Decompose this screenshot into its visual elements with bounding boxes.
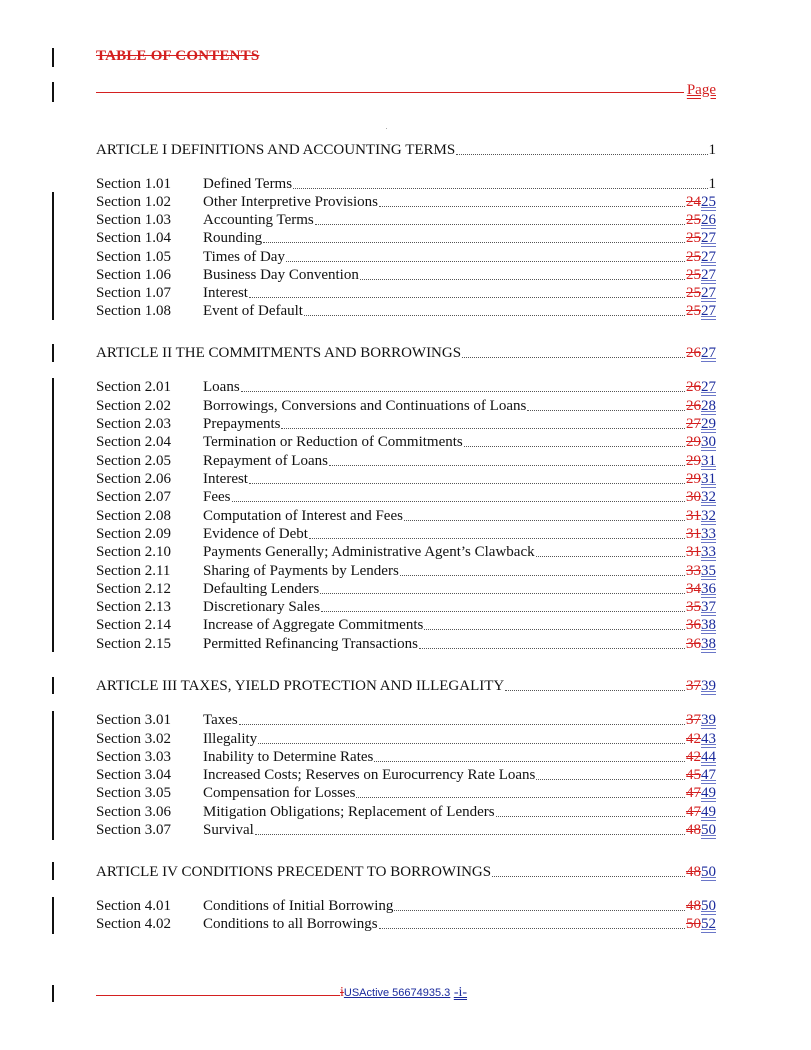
section-number: Section 4.01 <box>96 898 171 914</box>
section-title: Illegality <box>203 731 258 747</box>
toc-section-row[interactable] <box>96 415 716 433</box>
page-number: 2627 <box>686 379 716 395</box>
section-number: Section 3.05 <box>96 785 171 801</box>
page-number: 5052 <box>686 916 716 932</box>
change-bar <box>52 192 54 320</box>
section-number: Section 2.13 <box>96 599 171 615</box>
dot-leader <box>505 689 685 691</box>
dot-leader <box>400 574 685 576</box>
toc-section-row[interactable] <box>96 378 716 396</box>
section-title: Sharing of Payments by Lenders <box>203 563 399 579</box>
dot-leader <box>309 537 685 539</box>
dot-leader <box>281 427 685 429</box>
section-title: Increase of Aggregate Commitments <box>203 617 424 633</box>
section-title: Borrowings, Conversions and Continuations of Loans <box>203 398 527 414</box>
toc-section-row[interactable] <box>96 915 716 933</box>
dot-leader <box>492 875 685 877</box>
page-number: 3133 <box>686 544 716 560</box>
dot-leader <box>356 796 685 798</box>
toc-article-row[interactable] <box>96 344 716 362</box>
section-title: Times of Day <box>203 249 285 265</box>
page-number: 4850 <box>686 822 716 838</box>
page-number: 3133 <box>686 526 716 542</box>
section-title: Loans <box>203 379 240 395</box>
section-number: Section 2.15 <box>96 636 171 652</box>
dot-leader <box>464 445 685 447</box>
dot-leader <box>536 555 685 557</box>
section-number: Section 3.03 <box>96 749 171 765</box>
section-number: Section 2.14 <box>96 617 171 633</box>
section-title: Permitted Refinancing Transactions <box>203 636 418 652</box>
section-number: Section 1.01 <box>96 176 171 192</box>
toc-section-row[interactable] <box>96 284 716 302</box>
dot-leader <box>419 647 685 649</box>
toc-section-row[interactable] <box>96 525 716 543</box>
section-number: Section 2.12 <box>96 581 171 597</box>
change-bar <box>52 48 54 67</box>
change-bar <box>52 677 54 694</box>
page-number: 3739 <box>686 678 716 694</box>
dot-leader <box>424 628 685 630</box>
page-number: 1 <box>708 142 716 158</box>
deleted-rule <box>96 92 684 93</box>
page-number: 3436 <box>686 581 716 597</box>
page-number: 3638 <box>686 636 716 652</box>
section-title: Computation of Interest and Fees <box>203 508 403 524</box>
page-number: 2628 <box>686 398 716 414</box>
section-title: Defaulting Lenders <box>203 581 320 597</box>
toc-section-row[interactable] <box>96 470 716 488</box>
toc-section-row[interactable] <box>96 635 716 653</box>
toc-section-row[interactable] <box>96 248 716 266</box>
toc-section-row[interactable] <box>96 302 716 320</box>
page-number: 1 <box>708 176 716 192</box>
toc-section-row[interactable] <box>96 397 716 415</box>
toc-section-row[interactable] <box>96 433 716 451</box>
page-number: 2527 <box>686 303 716 319</box>
page-number: 4547 <box>686 767 716 783</box>
dot-leader <box>379 205 685 207</box>
article-heading: ARTICLE I DEFINITIONS AND ACCOUNTING TERMS <box>96 142 456 158</box>
deleted-footer-rule <box>96 995 340 996</box>
dot-leader <box>527 409 685 411</box>
dot-leader <box>241 390 685 392</box>
page-number: 2627 <box>686 345 716 361</box>
article-heading: ARTICLE II THE COMMITMENTS AND BORROWINGS <box>96 345 462 361</box>
page-number: 4749 <box>686 785 716 801</box>
dot-leader <box>315 223 685 225</box>
page-number: 2931 <box>686 471 716 487</box>
toc-section-row[interactable] <box>96 580 716 598</box>
page-number: 3335 <box>686 563 716 579</box>
dot-leader <box>258 742 685 744</box>
toc-section-row[interactable] <box>96 507 716 525</box>
section-number: Section 2.01 <box>96 379 171 395</box>
section-title: Payments Generally; Administrative Agent’s Clawback <box>203 544 535 560</box>
page-number: 4850 <box>686 864 716 880</box>
change-bar <box>52 711 54 840</box>
dot-leader <box>456 153 707 155</box>
section-title: Termination or Reduction of Commitments <box>203 434 463 450</box>
toc-section-row[interactable] <box>96 266 716 284</box>
page-number: 4243 <box>686 731 716 747</box>
footer-old-page-number: i <box>340 985 344 1000</box>
section-number: Section 2.09 <box>96 526 171 542</box>
dot-leader <box>286 260 685 262</box>
section-title: Conditions of Initial Borrowing <box>203 898 394 914</box>
page-number: 3132 <box>686 508 716 524</box>
footer-page-number: -i- <box>453 985 468 1000</box>
page-number: 2526 <box>686 212 716 228</box>
change-bar <box>52 985 54 1002</box>
section-number: Section 1.03 <box>96 212 171 228</box>
section-number: Section 2.06 <box>96 471 171 487</box>
change-bar <box>52 862 54 880</box>
section-number: Section 4.02 <box>96 916 171 932</box>
toc-section-row[interactable] <box>96 193 716 211</box>
page-number: 3638 <box>686 617 716 633</box>
section-number: Section 1.07 <box>96 285 171 301</box>
page-number: 2931 <box>686 453 716 469</box>
section-number: Section 2.05 <box>96 453 171 469</box>
toc-section-row[interactable] <box>96 562 716 580</box>
toc-article-row[interactable] <box>96 863 716 881</box>
section-title: Rounding <box>203 230 263 246</box>
page-number: 2527 <box>686 230 716 246</box>
section-number: Section 2.11 <box>96 563 171 579</box>
toc-section-row[interactable] <box>96 748 716 766</box>
section-title: Compensation for Losses <box>203 785 356 801</box>
dot-leader <box>304 314 685 316</box>
change-bar <box>52 82 54 102</box>
section-number: Section 1.05 <box>96 249 171 265</box>
section-title: Increased Costs; Reserves on Eurocurrency Rate Loans <box>203 767 536 783</box>
section-number: Section 3.04 <box>96 767 171 783</box>
toc-section-row[interactable] <box>96 784 716 802</box>
section-number: Section 3.07 <box>96 822 171 838</box>
toc-section-row[interactable] <box>96 488 716 506</box>
section-title: Other Interpretive Provisions <box>203 194 378 210</box>
article-heading: ARTICLE IV CONDITIONS PRECEDENT TO BORROWINGS <box>96 864 492 880</box>
page-column-label: Page <box>686 82 716 98</box>
section-number: Section 2.10 <box>96 544 171 560</box>
section-title: Accounting Terms <box>203 212 314 228</box>
dot-leader <box>374 760 685 762</box>
page-number: 2527 <box>686 249 716 265</box>
section-title: Discretionary Sales <box>203 599 321 615</box>
page-number: 4749 <box>686 804 716 820</box>
page-number: 3739 <box>686 712 716 728</box>
section-title: Interest <box>203 285 248 301</box>
change-bar <box>52 897 54 934</box>
toc-section-row[interactable] <box>96 211 716 229</box>
article-heading: ARTICLE III TAXES, YIELD PROTECTION AND ILLEGALITY <box>96 678 505 694</box>
toc-section-row[interactable] <box>96 821 716 839</box>
section-title: Interest <box>203 471 248 487</box>
section-number: Section 2.08 <box>96 508 171 524</box>
toc-section-row[interactable] <box>96 711 716 729</box>
section-title: Taxes <box>203 712 238 728</box>
toc-section-row[interactable] <box>96 452 716 470</box>
toc-article-row[interactable] <box>96 677 716 695</box>
dot-leader <box>232 500 686 502</box>
page-number: 2527 <box>686 285 716 301</box>
toc-section-row[interactable] <box>96 543 716 561</box>
footer-document-id: USActive 56674935.3 <box>343 987 451 999</box>
toc-section-row[interactable] <box>96 616 716 634</box>
section-number: Section 3.01 <box>96 712 171 728</box>
toc-section-row[interactable] <box>96 897 716 915</box>
dot-leader <box>536 778 685 780</box>
section-number: Section 2.02 <box>96 398 171 414</box>
toc-section-row[interactable] <box>96 175 716 193</box>
section-title: Conditions to all Borrowings <box>203 916 378 932</box>
toc-article-row[interactable] <box>96 141 716 159</box>
dot-leader <box>293 187 707 189</box>
page-number: 3032 <box>686 489 716 505</box>
section-number: Section 3.06 <box>96 804 171 820</box>
dot-leader <box>379 927 685 929</box>
section-title: Survival <box>203 822 254 838</box>
page-number: 2527 <box>686 267 716 283</box>
section-title: Prepayments <box>203 416 281 432</box>
page-number: 2930 <box>686 434 716 450</box>
section-title: Repayment of Loans <box>203 453 328 469</box>
dot-leader <box>320 592 685 594</box>
section-title: Inability to Determine Rates <box>203 749 374 765</box>
section-number: Section 1.06 <box>96 267 171 283</box>
section-title: Fees <box>203 489 231 505</box>
dot-leader <box>462 356 685 358</box>
page-number: 4244 <box>686 749 716 765</box>
section-number: Section 2.07 <box>96 489 171 505</box>
toc-section-row[interactable] <box>96 598 716 616</box>
section-number: Section 3.02 <box>96 731 171 747</box>
toc-section-row[interactable] <box>96 229 716 247</box>
section-number: Section 2.04 <box>96 434 171 450</box>
dot-leader <box>321 610 685 612</box>
section-title: Business Day Convention <box>203 267 359 283</box>
dot-leader <box>394 909 685 911</box>
change-bar <box>52 378 54 652</box>
toc-section-row[interactable] <box>96 730 716 748</box>
section-title: Event of Default <box>203 303 303 319</box>
dot-leader <box>239 723 685 725</box>
toc-title: TABLE OF CONTENTS <box>96 48 260 64</box>
dot-leader <box>249 482 685 484</box>
section-title: Defined Terms <box>203 176 293 192</box>
change-bar <box>52 344 54 362</box>
section-number: Section 1.08 <box>96 303 171 319</box>
page-number: 2425 <box>686 194 716 210</box>
page-number: 4850 <box>686 898 716 914</box>
page-footer <box>340 985 467 1001</box>
dot-leader <box>404 519 685 521</box>
dot-leader <box>255 833 685 835</box>
section-title: Evidence of Debt <box>203 526 308 542</box>
dot-leader <box>263 241 685 243</box>
stray-mark <box>386 128 387 129</box>
toc-section-row[interactable] <box>96 803 716 821</box>
section-number: Section 1.02 <box>96 194 171 210</box>
page-number: 3537 <box>686 599 716 615</box>
dot-leader <box>329 464 685 466</box>
dot-leader <box>249 296 685 298</box>
section-number: Section 2.03 <box>96 416 171 432</box>
toc-section-row[interactable] <box>96 766 716 784</box>
section-title: Mitigation Obligations; Replacement of Lenders <box>203 804 495 820</box>
section-number: Section 1.04 <box>96 230 171 246</box>
page-number: 2729 <box>686 416 716 432</box>
dot-leader <box>360 278 685 280</box>
dot-leader <box>496 815 685 817</box>
